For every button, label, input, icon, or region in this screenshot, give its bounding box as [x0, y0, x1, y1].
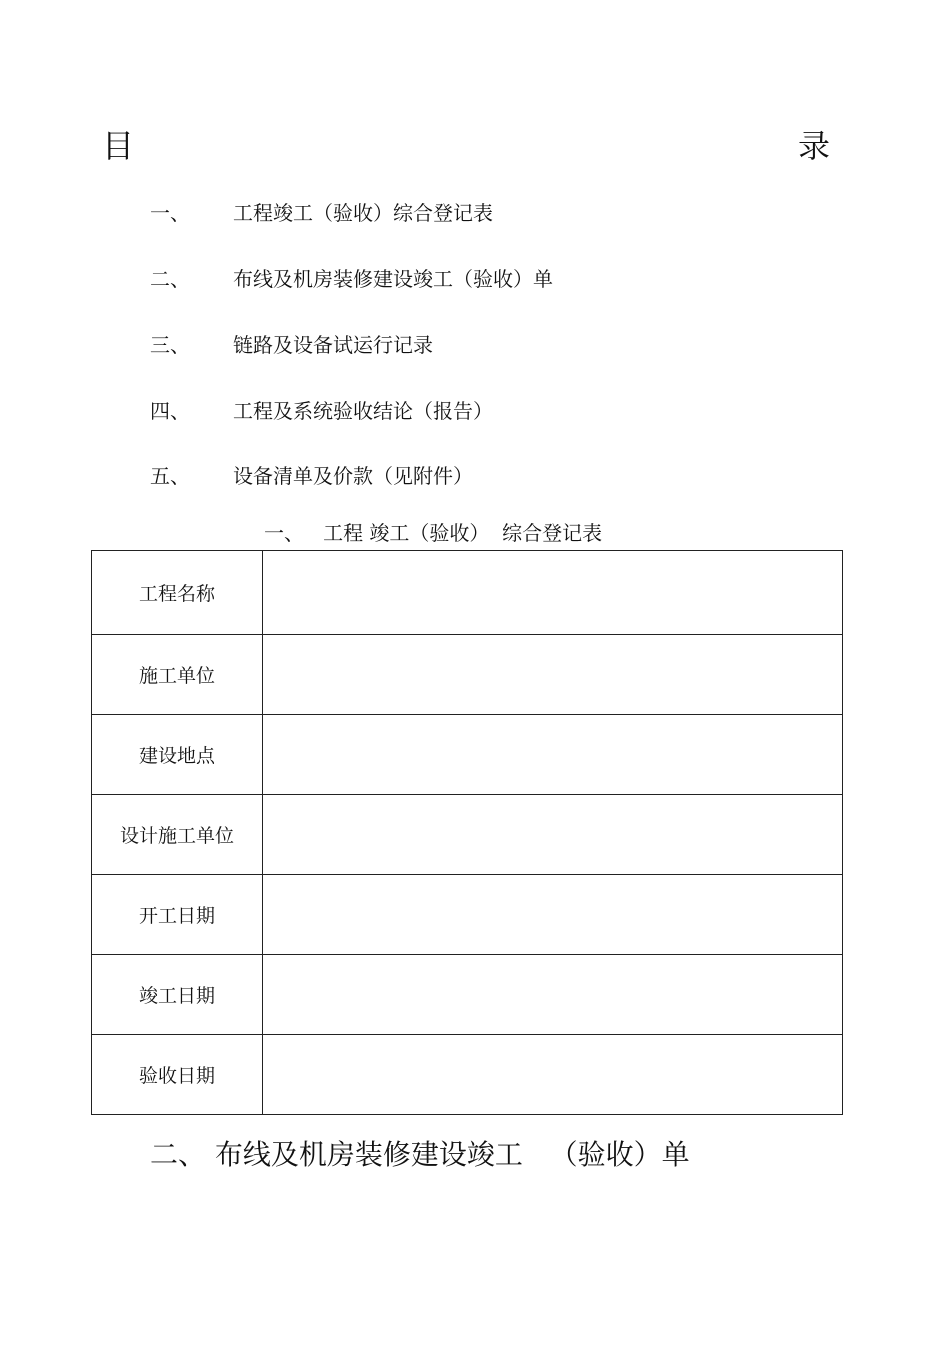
toc-item-text: 布线及机房装修建设竣工（验收）单: [233, 267, 553, 291]
row-value-cell[interactable]: [263, 715, 843, 795]
row-label: 建设地点: [92, 715, 263, 795]
row-value-cell[interactable]: [263, 955, 843, 1035]
section2-heading: 二、 布线及机房装修建设竣工 （验收）单: [150, 1138, 690, 1171]
row-label: 竣工日期: [92, 955, 263, 1035]
toc-item-1: [150, 200, 493, 226]
toc-title-right: 录: [798, 127, 831, 165]
table-row: [92, 1035, 843, 1115]
toc-item-text: 设备清单及价款（见附件）: [233, 464, 473, 488]
row-label: 工程名称: [92, 551, 263, 635]
table-row: [92, 955, 843, 1035]
toc-item-number: 二、: [150, 267, 190, 291]
row-label: 设计施工单位: [92, 795, 263, 875]
table-row: [92, 795, 843, 875]
row-label: 开工日期: [92, 875, 263, 955]
toc-title-left: 目: [102, 127, 135, 165]
row-value-cell[interactable]: [263, 875, 843, 955]
row-label: 施工单位: [92, 635, 263, 715]
row-value-cell[interactable]: [263, 551, 843, 635]
row-value-cell[interactable]: [263, 795, 843, 875]
row-value-cell[interactable]: [263, 1035, 843, 1115]
toc-item-number: 四、: [150, 399, 190, 423]
table-row: [92, 875, 843, 955]
toc-item-number: 三、: [150, 333, 190, 357]
toc-item-5: [150, 463, 473, 489]
table-row: [92, 635, 843, 715]
registration-table: [91, 550, 843, 1115]
section1-heading: 一、 工程 竣工（验收） 综合登记表: [264, 521, 603, 545]
toc-item-number: 一、: [150, 201, 190, 225]
toc-item-number: 五、: [150, 464, 190, 488]
toc-item-text: 工程竣工（验收）综合登记表: [233, 201, 493, 225]
toc-item-4: [150, 398, 493, 424]
toc-item-text: 工程及系统验收结论（报告）: [233, 399, 493, 423]
row-value-cell[interactable]: [263, 635, 843, 715]
row-label: 验收日期: [92, 1035, 263, 1115]
toc-item-2: [150, 266, 553, 292]
table-row: [92, 715, 843, 795]
table-row: [92, 551, 843, 635]
toc-item-text: 链路及设备试运行记录: [233, 333, 433, 357]
toc-item-3: [150, 332, 433, 358]
